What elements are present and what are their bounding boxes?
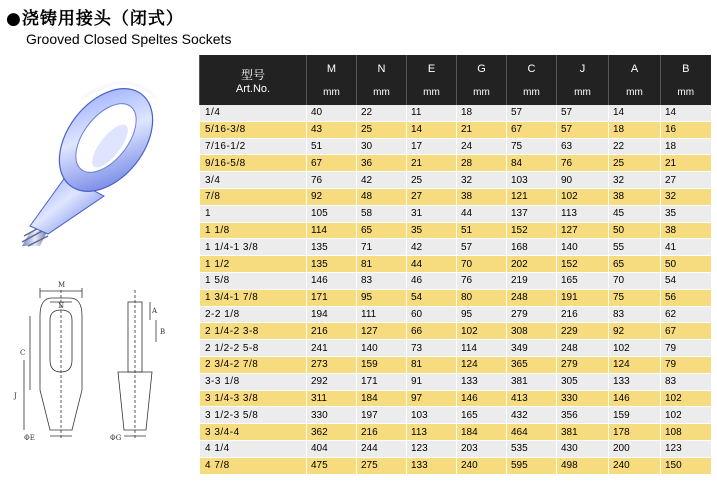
cell-value: 498	[557, 457, 609, 474]
cell-value: 124	[457, 356, 507, 373]
cell-value: 57	[557, 121, 609, 138]
cell-value: 76	[457, 272, 507, 289]
cell-value: 38	[661, 222, 711, 239]
cell-value: 14	[609, 105, 661, 121]
cell-value: 50	[661, 256, 711, 273]
table-row	[200, 289, 711, 306]
cell-value: 31	[407, 205, 457, 222]
cell-value: 152	[557, 256, 609, 273]
cell-value: 146	[457, 390, 507, 407]
cell-value: 191	[557, 289, 609, 306]
cell-value: 114	[457, 340, 507, 357]
cell-value: 152	[507, 222, 557, 239]
cell-value: 44	[407, 256, 457, 273]
header-col-unit: mm	[677, 86, 695, 98]
cell-value: 430	[557, 440, 609, 457]
cell-value: 81	[407, 356, 457, 373]
cell-value: 92	[307, 188, 357, 205]
cell-value: 133	[407, 457, 457, 474]
cell-value: 171	[307, 289, 357, 306]
cell-value: 66	[407, 323, 457, 340]
header-col-name: C	[527, 62, 536, 75]
cell-art-no: 2-2 1/8	[200, 306, 307, 323]
cell-value: 22	[357, 105, 407, 121]
header-col-unit: mm	[574, 86, 591, 98]
header-col-g	[457, 55, 507, 105]
cell-value: 95	[457, 306, 507, 323]
cell-value: 159	[357, 356, 407, 373]
table-row	[200, 138, 711, 155]
label-c: C	[20, 349, 26, 357]
header-row	[200, 55, 711, 105]
cell-value: 135	[307, 256, 357, 273]
cell-value: 200	[609, 440, 661, 457]
cell-value: 32	[661, 188, 711, 205]
cell-value: 311	[307, 390, 357, 407]
title-english: Grooved Closed Speltes Sockets	[26, 31, 232, 47]
cell-value: 18	[457, 105, 507, 121]
cell-value: 58	[357, 205, 407, 222]
cell-value: 70	[609, 272, 661, 289]
cell-value: 25	[357, 121, 407, 138]
cell-value: 35	[661, 205, 711, 222]
cell-value: 76	[307, 172, 357, 189]
cell-art-no: 2 3/4-2 7/8	[200, 356, 307, 373]
cell-value: 184	[457, 424, 507, 441]
label-j: J	[14, 392, 17, 400]
cell-value: 75	[507, 138, 557, 155]
cell-value: 146	[307, 272, 357, 289]
cell-art-no: 3/4	[200, 172, 307, 189]
cell-art-no: 4 7/8	[200, 457, 307, 474]
cell-art-no: 3 1/4-3 3/8	[200, 390, 307, 407]
cell-art-no: 1/4	[200, 105, 307, 121]
cell-value: 41	[661, 239, 711, 256]
cell-value: 273	[307, 356, 357, 373]
cell-value: 113	[557, 205, 609, 222]
cell-value: 43	[307, 121, 357, 138]
cell-value: 32	[609, 172, 661, 189]
cell-value: 92	[609, 323, 661, 340]
cell-value: 381	[557, 424, 609, 441]
cell-value: 240	[609, 457, 661, 474]
header-col-name: M	[326, 62, 337, 75]
cell-value: 42	[407, 239, 457, 256]
header-col-unit: mm	[423, 86, 440, 98]
header-col-a	[609, 55, 661, 105]
cell-value: 36	[357, 155, 407, 172]
cell-value: 80	[457, 289, 507, 306]
cell-value: 103	[507, 172, 557, 189]
cell-art-no: 7/16-1/2	[200, 138, 307, 155]
cell-value: 279	[507, 306, 557, 323]
cell-value: 95	[357, 289, 407, 306]
cell-value: 65	[609, 256, 661, 273]
cell-value: 432	[507, 407, 557, 424]
cell-value: 73	[407, 340, 457, 357]
cell-value: 113	[407, 424, 457, 441]
cell-value: 21	[407, 155, 457, 172]
cell-value: 216	[357, 424, 407, 441]
table-row	[200, 239, 711, 256]
header-art-cn: 型号	[240, 67, 265, 82]
cell-value: 51	[307, 138, 357, 155]
table-row	[200, 306, 711, 323]
cell-value: 362	[307, 424, 357, 441]
cell-value: 105	[307, 205, 357, 222]
label-e: ΦE	[24, 434, 35, 442]
cell-value: 16	[661, 121, 711, 138]
header-col-m	[307, 55, 357, 105]
cell-art-no: 3 1/2-3 5/8	[200, 407, 307, 424]
cell-value: 216	[307, 323, 357, 340]
cell-value: 216	[557, 306, 609, 323]
cell-value: 14	[407, 121, 457, 138]
front-view	[24, 288, 82, 440]
cell-value: 60	[407, 306, 457, 323]
cell-value: 45	[609, 205, 661, 222]
cell-value: 248	[557, 340, 609, 357]
header-col-unit: mm	[523, 86, 540, 98]
cell-value: 146	[609, 390, 661, 407]
cell-value: 102	[661, 407, 711, 424]
cell-value: 76	[557, 155, 609, 172]
cell-art-no: 1 3/4-1 7/8	[200, 289, 307, 306]
table-row	[200, 172, 711, 189]
table-row	[200, 105, 711, 121]
header-art-no	[200, 55, 307, 105]
cell-value: 44	[457, 205, 507, 222]
label-m: M	[58, 281, 66, 289]
table-row	[200, 407, 711, 424]
cell-value: 50	[609, 222, 661, 239]
cell-value: 25	[407, 172, 457, 189]
cell-value: 90	[557, 172, 609, 189]
header-col-name: J	[579, 62, 586, 75]
cell-value: 240	[457, 457, 507, 474]
cell-value: 54	[407, 289, 457, 306]
cell-value: 248	[507, 289, 557, 306]
cell-value: 56	[661, 289, 711, 306]
cell-art-no: 1	[200, 205, 307, 222]
cell-value: 55	[609, 239, 661, 256]
label-a: A	[152, 307, 158, 315]
cell-value: 35	[407, 222, 457, 239]
cell-value: 27	[407, 188, 457, 205]
cell-value: 140	[357, 340, 407, 357]
cell-value: 349	[507, 340, 557, 357]
header-col-n	[357, 55, 407, 105]
cell-art-no: 5/16-3/8	[200, 121, 307, 138]
cell-value: 150	[661, 457, 711, 474]
header-col-name: G	[477, 62, 486, 75]
cell-value: 79	[661, 340, 711, 357]
cell-value: 54	[661, 272, 711, 289]
cell-value: 308	[507, 323, 557, 340]
header-col-b	[661, 55, 711, 105]
table-row	[200, 340, 711, 357]
label-g: ΦG	[110, 434, 122, 442]
cell-value: 365	[507, 356, 557, 373]
cell-value: 102	[457, 323, 507, 340]
table-row	[200, 188, 711, 205]
header-col-name: A	[630, 62, 639, 75]
cell-value: 381	[507, 373, 557, 390]
table-row	[200, 323, 711, 340]
cell-value: 57	[457, 239, 507, 256]
header-col-unit: mm	[626, 86, 643, 98]
table-row	[200, 373, 711, 390]
cell-value: 22	[609, 138, 661, 155]
cell-value: 102	[557, 188, 609, 205]
cell-value: 30	[357, 138, 407, 155]
cell-value: 57	[557, 105, 609, 121]
cell-value: 203	[457, 440, 507, 457]
cell-value: 84	[507, 155, 557, 172]
cell-value: 475	[307, 457, 357, 474]
cell-value: 165	[457, 407, 507, 424]
cell-value: 40	[307, 105, 357, 121]
header-art-en: Art.No.	[235, 82, 271, 95]
cell-value: 71	[357, 239, 407, 256]
cell-value: 464	[507, 424, 557, 441]
cell-value: 21	[457, 121, 507, 138]
cell-value: 279	[557, 356, 609, 373]
cell-value: 103	[407, 407, 457, 424]
table-row	[200, 424, 711, 441]
cell-value: 97	[407, 390, 457, 407]
cell-value: 159	[609, 407, 661, 424]
cell-art-no: 7/8	[200, 188, 307, 205]
header-col-name: B	[682, 62, 690, 75]
header-col-name: N	[377, 62, 386, 75]
label-n: N	[58, 302, 65, 310]
cell-value: 102	[609, 340, 661, 357]
cell-value: 171	[357, 373, 407, 390]
cell-value: 123	[407, 440, 457, 457]
cell-value: 165	[557, 272, 609, 289]
title-chinese: ●浇铸用接头（闭式）	[6, 9, 184, 29]
cell-value: 67	[661, 323, 711, 340]
cell-value: 18	[609, 121, 661, 138]
dimension-drawing	[10, 280, 190, 450]
cell-value: 21	[661, 155, 711, 172]
cell-value: 57	[507, 105, 557, 121]
cell-value: 28	[457, 155, 507, 172]
header-col-unit: mm	[323, 86, 340, 98]
cell-value: 38	[609, 188, 661, 205]
table-row	[200, 272, 711, 289]
cell-value: 38	[457, 188, 507, 205]
cell-value: 24	[457, 138, 507, 155]
table-row	[200, 440, 711, 457]
cell-value: 67	[307, 155, 357, 172]
cell-value: 404	[307, 440, 357, 457]
cell-art-no: 1 1/2	[200, 256, 307, 273]
header-col-e	[407, 55, 457, 105]
cell-art-no: 3 3/4-4	[200, 424, 307, 441]
table-row	[200, 121, 711, 138]
cell-art-no: 2 1/4-2 3-8	[200, 323, 307, 340]
header-col-c	[507, 55, 557, 105]
cell-value: 184	[357, 390, 407, 407]
cell-art-no: 2 1/2-2 5-8	[200, 340, 307, 357]
cell-value: 356	[557, 407, 609, 424]
cell-value: 535	[507, 440, 557, 457]
cell-art-no: 1 5/8	[200, 272, 307, 289]
socket-photo	[8, 58, 190, 248]
cell-value: 140	[557, 239, 609, 256]
table-row	[200, 457, 711, 474]
cell-value: 67	[507, 121, 557, 138]
cell-value: 51	[457, 222, 507, 239]
cell-value: 25	[609, 155, 661, 172]
table-row	[200, 256, 711, 273]
cell-value: 194	[307, 306, 357, 323]
cell-value: 330	[557, 390, 609, 407]
cell-value: 62	[661, 306, 711, 323]
cell-value: 17	[407, 138, 457, 155]
cell-value: 123	[661, 440, 711, 457]
cell-value: 229	[557, 323, 609, 340]
header-col-unit: mm	[373, 86, 390, 98]
cell-value: 83	[609, 306, 661, 323]
cell-value: 91	[407, 373, 457, 390]
cell-value: 202	[507, 256, 557, 273]
cell-value: 11	[407, 105, 457, 121]
cell-value: 330	[307, 407, 357, 424]
label-b: B	[160, 328, 166, 336]
cell-value: 83	[357, 272, 407, 289]
cell-value: 178	[609, 424, 661, 441]
table-row	[200, 390, 711, 407]
cell-value: 241	[307, 340, 357, 357]
cell-value: 65	[357, 222, 407, 239]
cell-value: 219	[507, 272, 557, 289]
cell-value: 48	[357, 188, 407, 205]
cell-value: 14	[661, 105, 711, 121]
table-row	[200, 222, 711, 239]
cell-value: 305	[557, 373, 609, 390]
cell-value: 121	[507, 188, 557, 205]
cell-value: 63	[557, 138, 609, 155]
cell-value: 197	[357, 407, 407, 424]
cell-value: 133	[609, 373, 661, 390]
cell-value: 75	[609, 289, 661, 306]
cell-value: 292	[307, 373, 357, 390]
cell-value: 168	[507, 239, 557, 256]
cell-value: 127	[357, 323, 407, 340]
cell-value: 595	[507, 457, 557, 474]
cell-value: 18	[661, 138, 711, 155]
cell-value: 275	[357, 457, 407, 474]
cell-value: 27	[661, 172, 711, 189]
cell-value: 124	[609, 356, 661, 373]
header-col-name: E	[427, 62, 436, 75]
cell-value: 244	[357, 440, 407, 457]
cell-value: 83	[661, 373, 711, 390]
cell-art-no: 1 1/8	[200, 222, 307, 239]
spec-table	[199, 55, 711, 475]
cell-value: 79	[661, 356, 711, 373]
cell-value: 102	[661, 390, 711, 407]
cell-value: 32	[457, 172, 507, 189]
header-col-unit: mm	[473, 86, 490, 98]
cell-value: 413	[507, 390, 557, 407]
cell-value: 137	[507, 205, 557, 222]
table-row	[200, 356, 711, 373]
header-col-j	[557, 55, 609, 105]
side-view	[118, 290, 156, 440]
cell-value: 81	[357, 256, 407, 273]
cell-value: 135	[307, 239, 357, 256]
cell-value: 46	[407, 272, 457, 289]
cell-value: 127	[557, 222, 609, 239]
cell-art-no: 3-3 1/8	[200, 373, 307, 390]
table-row	[200, 205, 711, 222]
cell-value: 114	[307, 222, 357, 239]
cell-value: 108	[661, 424, 711, 441]
cell-value: 133	[457, 373, 507, 390]
cell-value: 111	[357, 306, 407, 323]
cell-art-no: 1 1/4-1 3/8	[200, 239, 307, 256]
table-row	[200, 155, 711, 172]
cell-art-no: 4 1/4	[200, 440, 307, 457]
cell-value: 42	[357, 172, 407, 189]
cell-art-no: 9/16-5/8	[200, 155, 307, 172]
cell-value: 70	[457, 256, 507, 273]
